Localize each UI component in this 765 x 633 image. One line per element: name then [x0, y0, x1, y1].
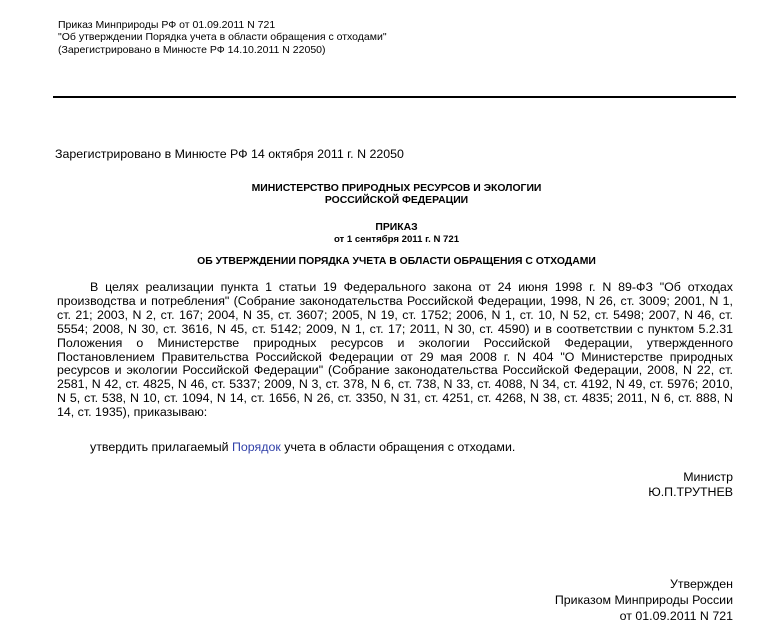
order-label: ПРИКАЗ — [375, 222, 418, 233]
header-title-line: "Об утверждении Порядка учета в области обращения с отходами" — [58, 31, 387, 44]
signature-block — [648, 470, 733, 499]
ministry-name — [55, 183, 738, 208]
decree-line — [90, 440, 515, 454]
signature-name: Ю.П.ТРУТНЕВ — [648, 484, 733, 499]
header-registration-line: (Зарегистрировано в Минюсте РФ 14.10.2011 N 22050) — [58, 43, 326, 56]
preamble-paragraph: В целях реализации пункта 1 статьи 19 Федерального закона от 24 июня 1998 г. N 89-ФЗ "Об отходах производства и потребления" (Собрание законодательства Российской Федерации, 1998, N 26, ст. 3009; 2001, N 1, ст. 21; 2003, N 2, ст. 167; 2004, N 35, ст. 3607; 2005, N 19, ст. 1752; 2006, N 1, ст. 10, N 52, ст. 5498; 2007, N 46, ст. 5554; 2008, N 30, ст. 3616, N 45, ст. 5142; 2009, N 1, ст. 17; 2011, N 30, ст. 4590) и в соответствии с пунктом 5.2.31 Положения о Министерстве природных ресурсов и экологии Российской Федерации, утвержденного Постановлением Правительства Российской Федерации от 29 мая 2008 г. N 404 "О Министерстве природных ресурсов и экологии Российской Федерации" (Собрание законодательства Российской Федерации, 2008, N 22, ст. 2581, N 42, ст. 4825, N 46, ст. 5337; 2009, N 3, ст. 378, N 6, ст. 738, N 33, ст. 4088, N 34, ст. 4192, N 49, ст. 5976; 2010, N 5, ст. 538, N 10, ст. 1094, N 14, ст. 1656, N 26, ст. 3350, N 31, ст. 4251, ст. 4268, N 38, ст. 4835; 2011, N 6, ст. 888, N 14, ст. 1935), приказываю: — [57, 280, 733, 420]
signature-role: Министр — [683, 470, 733, 484]
header-order-line: Приказ Минприроды РФ от 01.09.2011 N 721 — [58, 19, 276, 31]
document-header — [58, 19, 387, 56]
order-heading — [55, 222, 738, 247]
ministry-line-2: РОССИЙСКОЙ ФЕДЕРАЦИИ — [324, 195, 469, 207]
approval-line-3: от 01.09.2011 N 721 — [619, 608, 733, 623]
horizontal-divider — [53, 96, 736, 98]
procedure-link[interactable]: Порядок — [232, 440, 281, 454]
ministry-line-1: МИНИСТЕРСТВО ПРИРОДНЫХ РЕСУРСОВ И ЭКОЛОГИИ — [251, 183, 542, 194]
approval-line-2: Приказом Минприроды России — [554, 592, 733, 607]
decree-text-before: утвердить прилагаемый — [90, 440, 232, 454]
decree-text-after: учета в области обращения с отходами. — [280, 440, 516, 454]
order-title: ОБ УТВЕРЖДЕНИИ ПОРЯДКА УЧЕТА В ОБЛАСТИ ОБРАЩЕНИЯ С ОТХОДАМИ — [197, 256, 596, 267]
approval-line-1: Утвержден — [669, 577, 733, 591]
approval-block — [555, 577, 733, 624]
registration-note: Зарегистрировано в Минюсте РФ 14 октября 2011 г. N 22050 — [55, 147, 404, 161]
order-date: от 1 сентября 2011 г. N 721 — [333, 234, 460, 246]
